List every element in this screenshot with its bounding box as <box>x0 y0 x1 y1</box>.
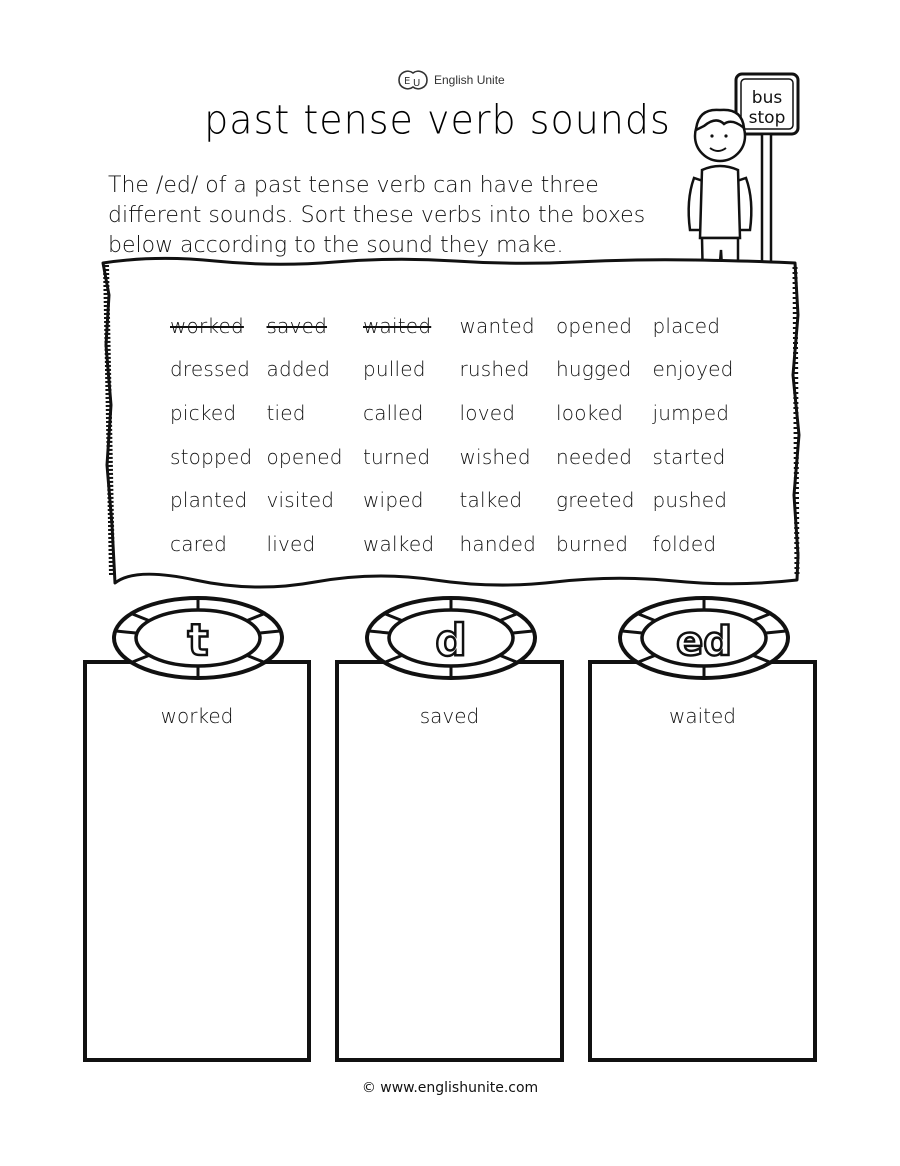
sort-box-ed[interactable] <box>588 660 817 1062</box>
word-row <box>170 348 770 392</box>
brand-name: English Unite <box>434 73 505 87</box>
word-item: wanted <box>459 313 535 338</box>
word-row <box>170 522 770 566</box>
word-item: dressed <box>170 357 251 382</box>
word-item: hugged <box>556 357 632 382</box>
word-item: pulled <box>363 357 426 382</box>
english-unite-logo-icon <box>396 67 430 93</box>
word-item: greeted <box>556 488 635 513</box>
word-item: talked <box>459 488 523 513</box>
word-item: opened <box>266 444 343 469</box>
sort-box-d[interactable] <box>335 660 564 1062</box>
sound-label-ed: ed <box>676 619 732 665</box>
word-row <box>170 304 770 348</box>
word-item: folded <box>652 531 717 556</box>
svg-text:bus: bus <box>751 88 783 108</box>
sound-badge-ed <box>614 593 794 683</box>
sound-label-t: t <box>187 615 209 666</box>
word-item: jumped <box>652 400 730 425</box>
sound-badge-t <box>108 593 288 683</box>
word-item: looked <box>556 400 624 425</box>
word-item: cared <box>170 531 228 556</box>
sound-label-d: d <box>435 615 467 666</box>
word-row <box>170 391 770 435</box>
svg-text:E: E <box>404 76 411 87</box>
instructions: The /ed/ of a past tense verb can have three different sounds. Sort these verbs into the boxes below according to the sound they make. <box>108 173 646 258</box>
sort-box-example: waited <box>668 704 736 728</box>
word-item: added <box>266 357 331 382</box>
word-item: turned <box>363 444 431 469</box>
word-item: worked <box>170 313 244 338</box>
brand-logo <box>396 67 505 93</box>
sort-box-example: worked <box>160 704 234 728</box>
word-item: saved <box>266 313 328 338</box>
svg-text:U: U <box>413 78 421 89</box>
word-item: visited <box>266 488 335 513</box>
word-item: waited <box>363 313 432 338</box>
sound-badge-d <box>361 593 541 683</box>
word-item: loved <box>459 400 516 425</box>
word-item: planted <box>170 488 248 513</box>
word-item: wiped <box>363 488 424 513</box>
word-item: rushed <box>459 357 530 382</box>
word-bank-grid <box>170 304 770 566</box>
word-item: opened <box>556 313 633 338</box>
svg-text:stop: stop <box>748 108 786 128</box>
word-item: needed <box>556 444 633 469</box>
word-item: stopped <box>170 444 253 469</box>
word-item: enjoyed <box>652 357 734 382</box>
word-item: walked <box>363 531 435 556</box>
word-item: placed <box>652 313 721 338</box>
word-item: wished <box>459 444 531 469</box>
word-item: handed <box>459 531 537 556</box>
word-item: called <box>363 400 424 425</box>
word-item: pushed <box>652 488 728 513</box>
word-item: tied <box>266 400 306 425</box>
word-row <box>170 435 770 479</box>
word-item: started <box>652 444 726 469</box>
page-title-text: past tense verb sounds <box>204 96 671 144</box>
word-item: picked <box>170 400 237 425</box>
sort-box-example: saved <box>419 704 480 728</box>
word-item: lived <box>266 531 316 556</box>
word-row <box>170 478 770 522</box>
word-item: burned <box>556 531 629 556</box>
copyright-footer[interactable]: © www.englishunite.com <box>361 1080 539 1096</box>
sort-box-t[interactable] <box>83 660 311 1062</box>
